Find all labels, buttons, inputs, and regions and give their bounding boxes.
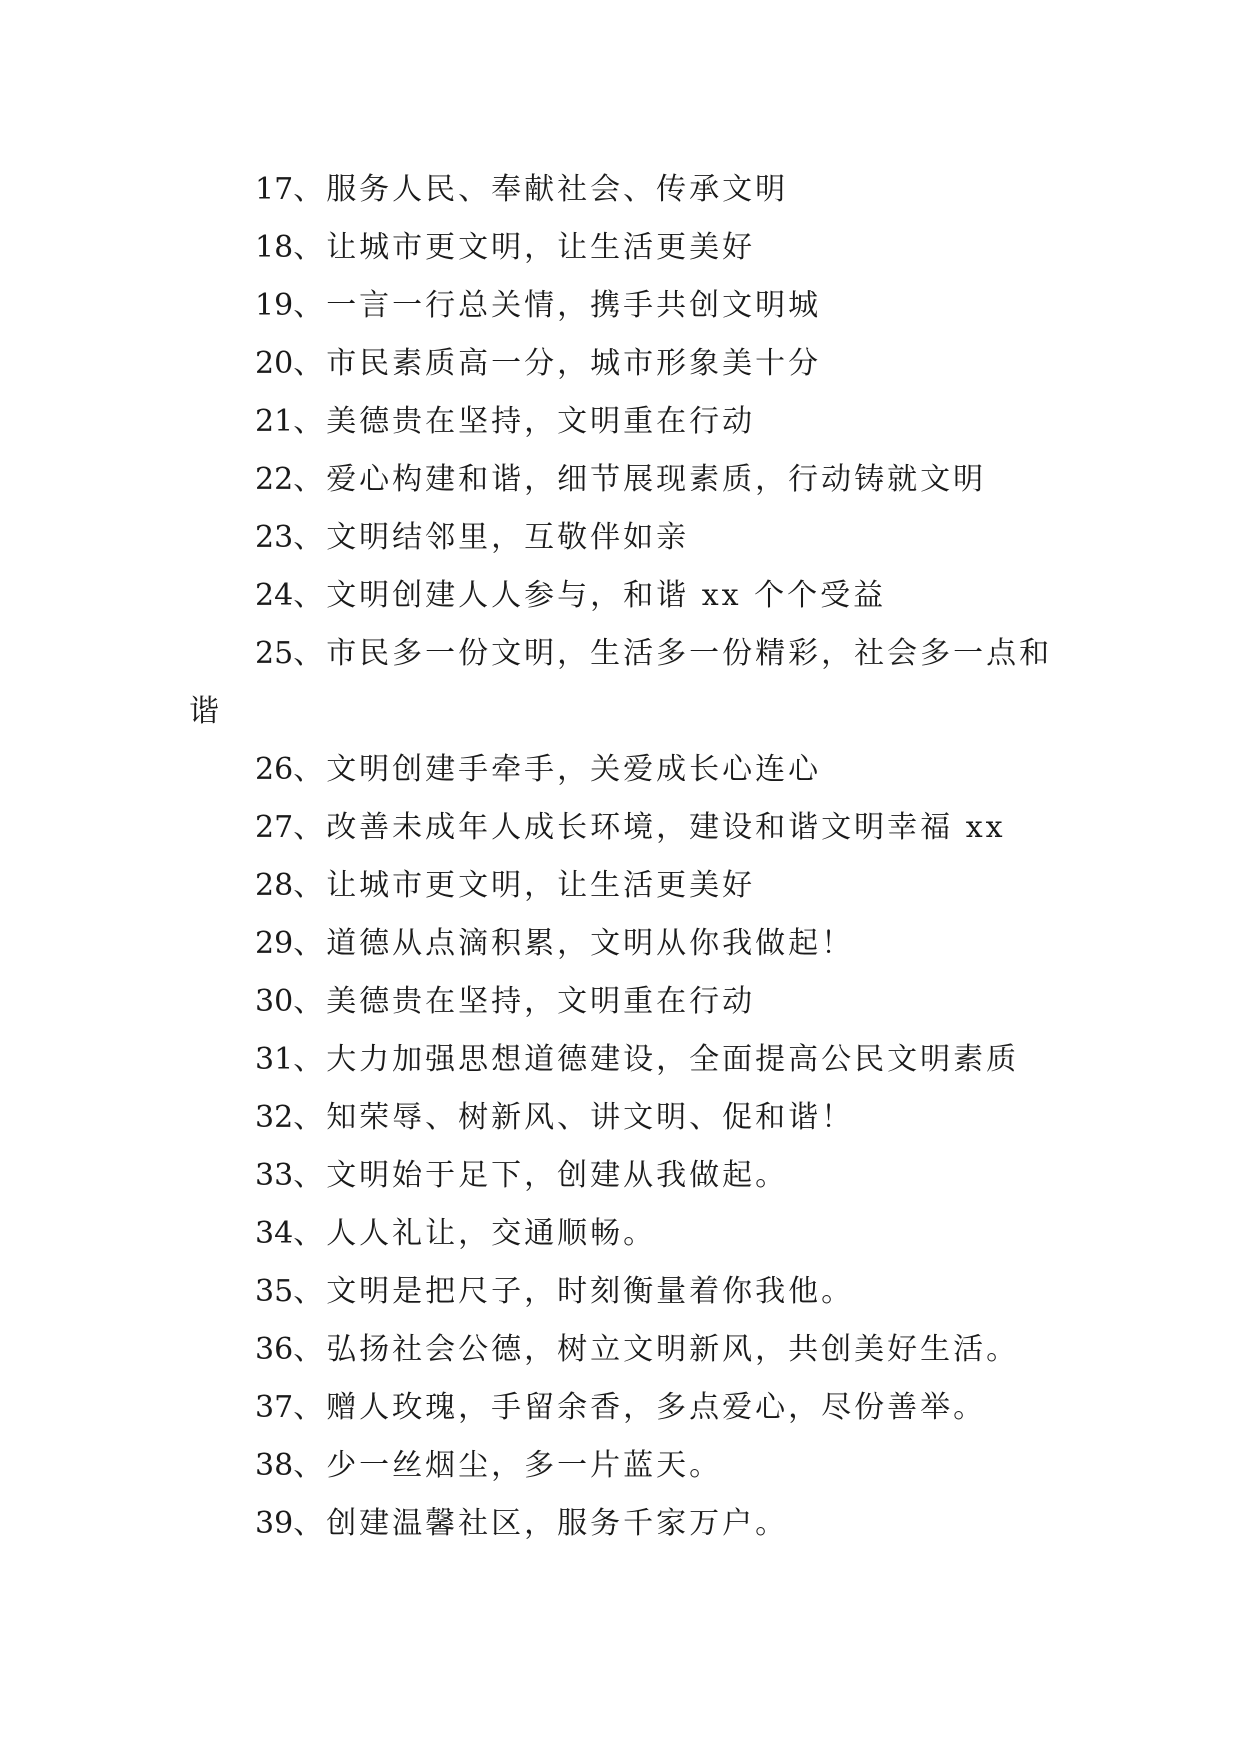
item-separator: 、: [293, 1216, 327, 1251]
item-number: 37: [255, 1390, 294, 1425]
list-item: [189, 799, 1069, 857]
item-text: 少一丝烟尘，多一片蓝天。: [326, 1448, 723, 1483]
item-text: 改善未成年人成长环境，建设和谐文明幸福 xx: [326, 810, 1006, 845]
item-text: 市民素质高一分，城市形象美十分: [326, 346, 822, 381]
item-separator: 、: [293, 1506, 327, 1541]
list-item: [189, 741, 1069, 799]
list-item: [189, 1495, 1069, 1553]
item-number: 21: [255, 404, 294, 439]
item-text: 一言一行总关情，携手共创文明城: [326, 288, 822, 323]
list-item: [189, 161, 1069, 219]
item-separator: 、: [293, 1100, 327, 1135]
item-text: 创建温馨社区，服务千家万户。: [326, 1506, 789, 1541]
item-separator: 、: [293, 752, 327, 787]
item-text: 美德贵在坚持，文明重在行动: [326, 404, 756, 439]
item-separator: 、: [293, 462, 327, 497]
item-number: 22: [255, 462, 294, 497]
item-number: 17: [255, 172, 294, 207]
item-separator: 、: [293, 230, 327, 265]
item-number: 26: [255, 752, 294, 787]
item-separator: 、: [293, 926, 327, 961]
list-item: [189, 973, 1069, 1031]
list-item: [189, 1205, 1069, 1263]
list-item: [189, 335, 1069, 393]
item-text: 赠人玫瑰，手留余香，多点爱心，尽份善举。: [326, 1390, 987, 1425]
item-separator: 、: [293, 1274, 327, 1309]
list-item: [189, 625, 1069, 741]
item-text: 道德从点滴积累，文明从你我做起！: [326, 926, 855, 961]
item-text: 服务人民、奉献社会、传承文明: [326, 172, 789, 207]
list-item: [189, 1263, 1069, 1321]
item-number: 38: [255, 1448, 294, 1483]
list-item: [189, 277, 1069, 335]
item-text: 文明是把尺子，时刻衡量着你我他。: [326, 1274, 855, 1309]
item-text: 文明创建人人参与，和谐 xx 个个受益: [326, 578, 887, 613]
item-separator: 、: [293, 288, 327, 323]
list-item: [189, 567, 1069, 625]
list-item: [189, 915, 1069, 973]
item-text: 弘扬社会公德，树立文明新风，共创美好生活。: [326, 1332, 1020, 1367]
item-number: 28: [255, 868, 294, 903]
item-number: 36: [255, 1332, 294, 1367]
item-separator: 、: [293, 520, 327, 555]
item-text: 让城市更文明，让生活更美好: [326, 230, 756, 265]
item-separator: 、: [293, 810, 327, 845]
item-number: 23: [255, 520, 294, 555]
item-text: 市民多一份文明，生活多一份精彩，社会多一点和谐: [189, 636, 1053, 729]
item-separator: 、: [293, 1042, 327, 1077]
list-item: [189, 1147, 1069, 1205]
item-number: 29: [255, 926, 294, 961]
list-item: [189, 857, 1069, 915]
item-separator: 、: [293, 1390, 327, 1425]
item-number: 27: [255, 810, 294, 845]
item-separator: 、: [293, 1332, 327, 1367]
slogan-list: [189, 161, 1069, 1553]
list-item: [189, 1437, 1069, 1495]
list-item: [189, 1031, 1069, 1089]
item-text: 人人礼让，交通顺畅。: [326, 1216, 657, 1251]
item-text: 美德贵在坚持，文明重在行动: [326, 984, 756, 1019]
item-number: 34: [255, 1216, 294, 1251]
list-item: [189, 393, 1069, 451]
list-item: [189, 1321, 1069, 1379]
item-text: 文明创建手牵手，关爱成长心连心: [326, 752, 822, 787]
item-separator: 、: [293, 172, 327, 207]
item-number: 20: [255, 346, 294, 381]
item-separator: 、: [293, 578, 327, 613]
item-number: 19: [255, 288, 294, 323]
item-text: 爱心构建和谐，细节展现素质，行动铸就文明: [326, 462, 987, 497]
item-number: 32: [255, 1100, 294, 1135]
item-number: 31: [255, 1042, 294, 1077]
item-text: 知荣辱、树新风、讲文明、促和谐！: [326, 1100, 855, 1135]
list-item: [189, 451, 1069, 509]
item-separator: 、: [293, 346, 327, 381]
item-number: 18: [255, 230, 294, 265]
list-item: [189, 219, 1069, 277]
list-item: [189, 509, 1069, 567]
item-separator: 、: [293, 1448, 327, 1483]
item-separator: 、: [293, 984, 327, 1019]
item-number: 30: [255, 984, 294, 1019]
item-text: 文明始于足下，创建从我做起。: [326, 1158, 789, 1193]
item-separator: 、: [293, 868, 327, 903]
item-number: 24: [255, 578, 294, 613]
item-text: 大力加强思想道德建设，全面提高公民文明素质: [326, 1042, 1020, 1077]
item-text: 让城市更文明，让生活更美好: [326, 868, 756, 903]
item-separator: 、: [293, 1158, 327, 1193]
list-item: [189, 1379, 1069, 1437]
item-number: 33: [255, 1158, 294, 1193]
item-number: 35: [255, 1274, 294, 1309]
item-text: 文明结邻里，互敬伴如亲: [326, 520, 690, 555]
item-number: 39: [255, 1506, 294, 1541]
item-separator: 、: [293, 636, 327, 671]
list-item: [189, 1089, 1069, 1147]
item-number: 25: [255, 636, 294, 671]
item-separator: 、: [293, 404, 327, 439]
